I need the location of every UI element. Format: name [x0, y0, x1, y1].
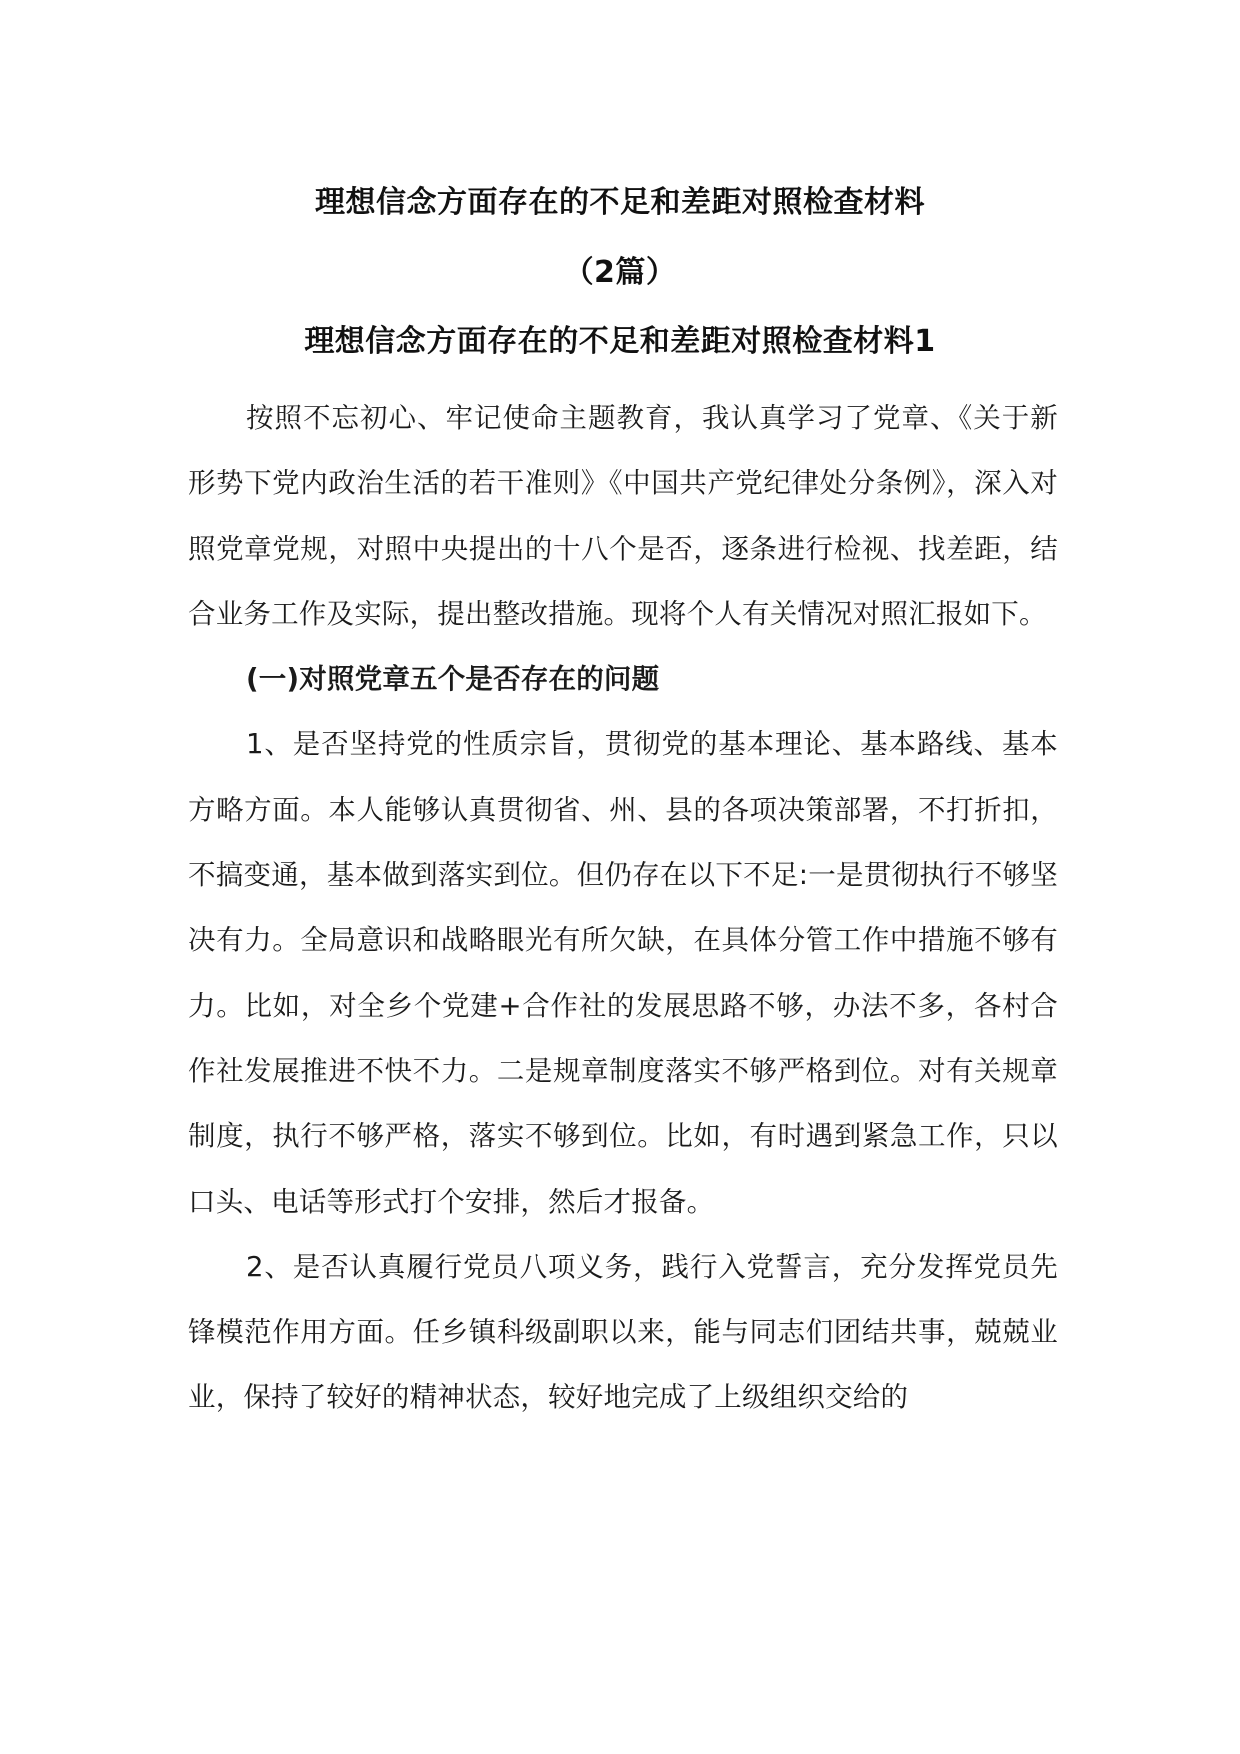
- paragraph-item-1: 1、是否坚持党的性质宗旨，贯彻党的基本理论、基本路线、基本方略方面。本人能够认真贯彻省、州、县的各项决策部署，不打折扣，不搞变通，基本做到落实到位。但仍存在以下不足:一是贯彻执行不够坚决有力。全局意识和战略眼光有所欠缺，在具体分管工作中措施不够有力。比如，对全乡个党建+合作社的发展思路不够，办法不多，各村合作社发展推进不快不力。二是规章制度落实不够严格到位。对有关规章制度，执行不够严格，落实不够到位。比如，有时遇到紧急工作，只以口头、电话等形式打个安排，然后才报备。: [188, 728, 1058, 1218]
- document-body: [188, 386, 1058, 1431]
- document-title: 理想信念方面存在的不足和差距对照检查材料: [315, 185, 925, 220]
- document-subtitle: 理想信念方面存在的不足和差距对照检查材料1: [304, 324, 936, 359]
- paragraph-item-2: 2、是否认真履行党员八项义务，践行入党誓言，充分发挥党员先锋模范作用方面。任乡镇科级副职以来，能与同志们团结共事，兢兢业业，保持了较好的精神状态，较好地完成了上级组织交给的: [188, 1250, 1058, 1414]
- section-heading: (一)对照党章五个是否存在的问题: [246, 663, 660, 696]
- document-title-count: （2篇）: [563, 255, 677, 290]
- paragraph-intro: 按照不忘初心、牢记使命主题教育，我认真学习了党章、《关于新形势下党内政治生活的若干准则》《中国共产党纪律处分条例》，深入对照党章党规，对照中央提出的十八个是否，逐条进行检视、找差距，结合业务工作及实际，提出整改措施。现将个人有关情况对照汇报如下。: [188, 402, 1058, 630]
